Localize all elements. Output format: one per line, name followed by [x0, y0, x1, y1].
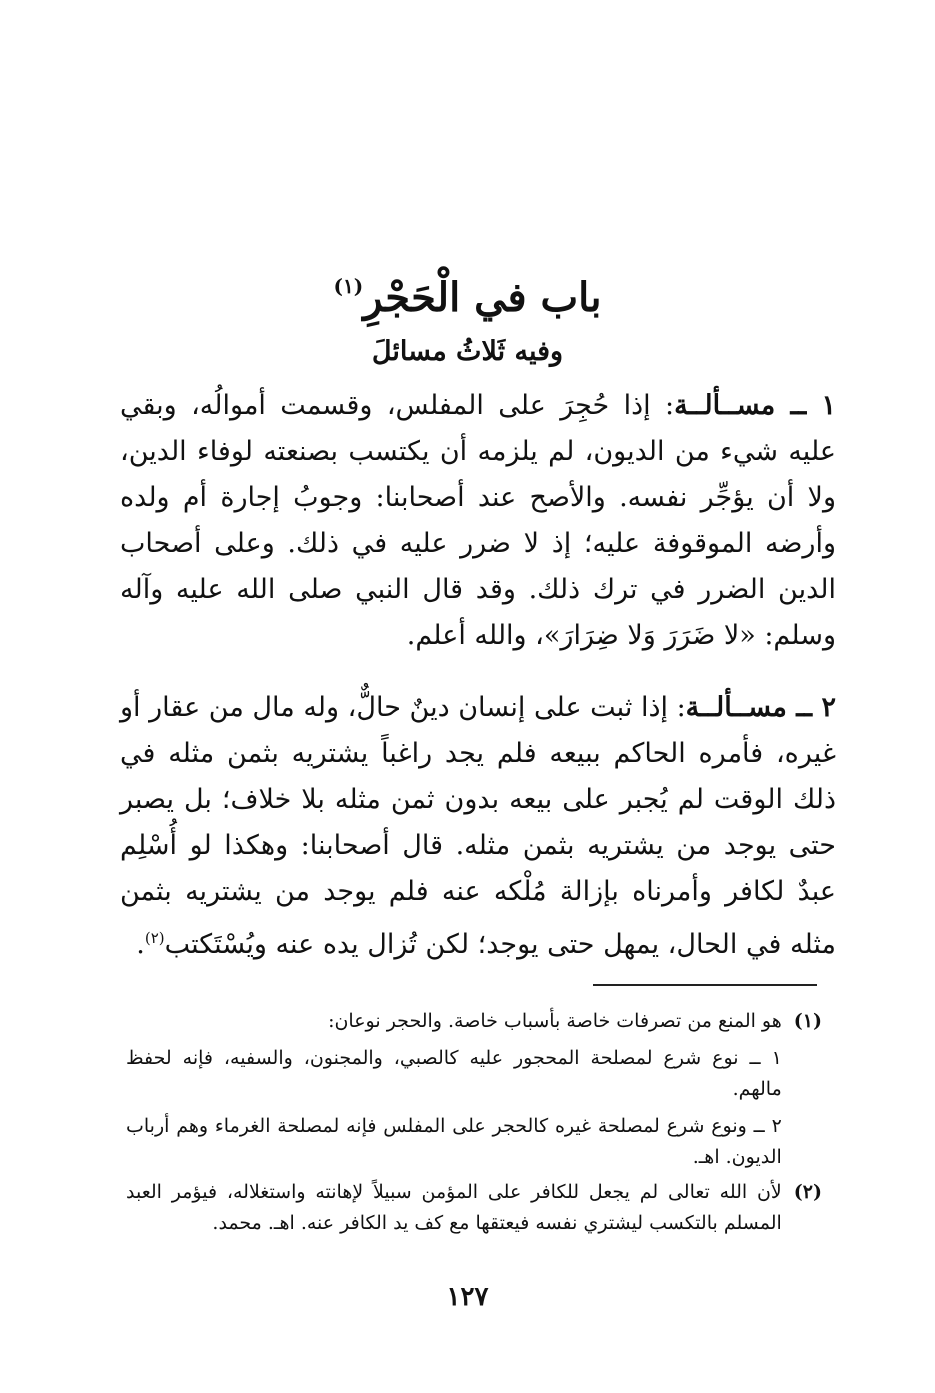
footnote-1	[126, 1006, 822, 1173]
issue-text: : إذا حُجِرَ على المفلس، وقسمت أموالُه، وبقي عليه شيء من الديون، لم يلزمه أن يكتسب بصنعته لوفاء الدين، ولا أن يؤجِّر نفسه. والأصح عند أصحابنا: وجوبُ إجارة أم ولده وأرضه الموقوفة عليه؛ إذ لا ضرر عليه في ذلك. وعلى أصحاب الدين الضرر في ترك ذلك. وقد قال النبي صلى الله عليه وآله وسلم: «لا ضَرَرَ وَلا ضِرَارَ»، والله أعلم.	[120, 390, 836, 651]
issue-end: .	[136, 929, 145, 960]
issue-2	[120, 685, 836, 968]
chapter-title-text: باب في الْحَجْرِ	[363, 274, 602, 321]
footnote-intro: هو المنع من تصرفات خاصة بأسباب خاصة. والحجر نوعان:	[328, 1010, 782, 1032]
issue-heading: ١ ــ مســألــة	[674, 390, 836, 421]
main-body	[120, 383, 836, 968]
footnote-body	[126, 1177, 782, 1239]
chapter-subtitle: وفيه ثَلاثُ مسائلَ	[371, 336, 564, 367]
issue-heading: ٢ ــ مســألــة	[685, 692, 836, 723]
page-number: ١٢٧	[446, 1282, 489, 1312]
issue-1	[120, 383, 836, 659]
issue-text: : إذا ثبت على إنسان دينٌ حالٌّ، وله مال من عقار أو غيره، فأمره الحاكم ببيعه فلم يجد راغباً يشتريه بثمن مثله في ذلك الوقت لم يُجبر على بيعه بدون ثمن مثله بلا خلاف؛ بل يصبر حتى يوجد من يشتريه بثمن مثله. قال أصحابنا: وهكذا لو أُسْلِم عبدٌ لكافر وأمرناه بإزالة مُلْكه عنه فلم يوجد من يشتريه بثمن مثله في الحال، يمهل حتى يوجد؛ لكن تُزال يده عنه ويُسْتَكتب	[120, 692, 836, 960]
footnote-separator	[593, 984, 817, 986]
footnote-2	[126, 1177, 822, 1239]
chapter-title	[0, 258, 935, 326]
chapter-header	[0, 258, 935, 374]
footnotes	[126, 1006, 822, 1243]
footnote-number: (١)	[793, 1010, 822, 1032]
footnote-body	[126, 1006, 782, 1173]
footnote-number: (٢)	[793, 1181, 822, 1203]
footnote-intro: لأن الله تعالى لم يجعل للكافر على المؤمن سبيلاً لإهانته واستغلاله، فيؤمر العبد المسلم بالتكسب ليشتري نفسه فيعتقها مع كف يد الكافر عنه. اهـ. محمد.	[126, 1181, 782, 1234]
footnote-ref-2: (٢)	[144, 929, 165, 947]
footnote-item: ٢ ــ ونوع شرع لمصلحة غيره كالحجر على المفلس فإنه لمصلحة الغرماء وهم أرباب الديون. اهـ.	[126, 1115, 782, 1168]
footnote-ref-1: (١)	[333, 274, 364, 298]
footnote-item: ١ ــ نوع شرع لمصلحة المحجور عليه كالصبي، والمجنون، والسفيه، فإنه لحفظ مالهم.	[126, 1047, 782, 1100]
